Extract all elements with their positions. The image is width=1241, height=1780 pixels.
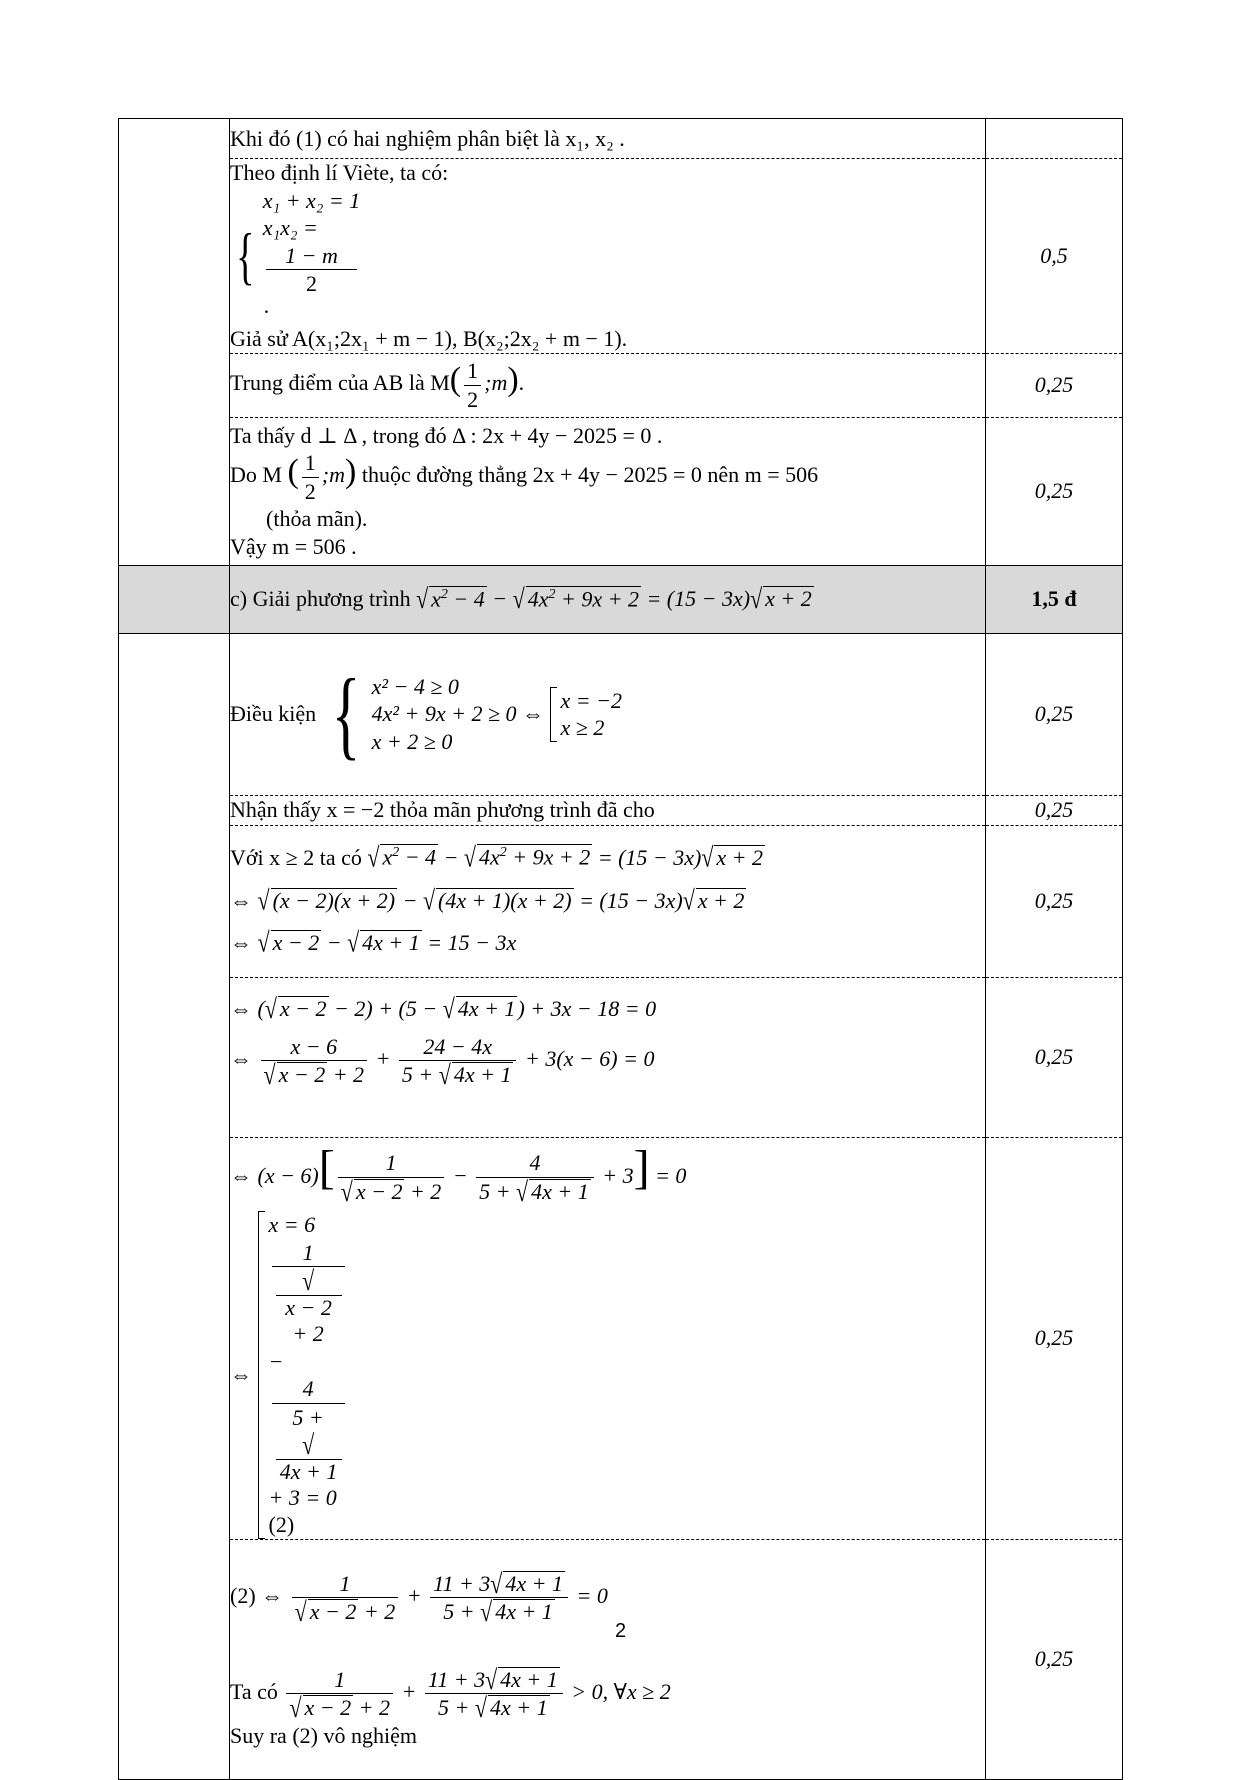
midpoint-line: Trung điểm của AB là M( $\frac{1}{2}$ ;m). [230, 358, 525, 412]
blank-cell [119, 565, 230, 633]
midpoint-post: ;m [484, 370, 508, 396]
content-cell [230, 825, 986, 977]
belongs-pre: Do M [230, 462, 282, 488]
table-row [119, 633, 1123, 795]
blank-cell [119, 159, 230, 354]
content-cell [230, 417, 986, 565]
blank-cell [119, 1137, 230, 1539]
score-cell: 0,25 [986, 795, 1123, 825]
viete-eq2-num: 1 − m [285, 242, 338, 268]
blank-cell [119, 825, 230, 977]
row1-text: Khi đó (1) có hai nghiệm phân biệt là x₁, x₂ . [230, 125, 625, 151]
equation-title: c) Giải phương trình √ $x^2 - 4$ − √ $4x^2 + 9x + 2 = (15 - 3x)√$ x + 2 [230, 583, 812, 615]
table-row [119, 1539, 1123, 1779]
step-1: Với x ≥ 2 ta có √ $x^2 - 4$ − √ $4x^2 + 9x + 2 = (15 - 3x)√$ x + 2 [230, 841, 764, 873]
step-8: (2) ⇔ $\frac{1}{√ x - 2 + 2}$ + $\frac{11 + 3√ 4x + 1}{5 + √ 4x + 1}$ = 0 [230, 1567, 608, 1628]
perp-line: Ta thấy d ⊥ Δ , trong đó Δ : 2x + 4y − 2025 = 0 . [230, 422, 663, 448]
belongs-tail: thuộc đường thẳng 2x + 4y − 2025 = 0 nên m = 506 [361, 462, 819, 488]
page-number: 2 [614, 1620, 627, 1642]
step-6: ⇔ (x − 6)[ $\frac{1}{√ x - 2 + 2}$ − $\frac{4}{5 + √ 4x + 1}$ + 3] = 0 [230, 1140, 687, 1208]
score-cell: 0,25 [986, 1137, 1123, 1539]
viete-intro: Theo định lí Viète, ta có: [230, 160, 449, 185]
content-cell [230, 353, 986, 417]
condition-label: Điều kiện [230, 701, 317, 727]
conclude-m: Vậy m = 506 . [230, 533, 357, 559]
content-cell [230, 633, 986, 795]
step-4: ⇔ (√ x − 2 − 2) + (5 − √ 4x + 1) + 3x − 18 = 0 [230, 993, 657, 1025]
viete-eq2-left: x₁x₂ = [262, 215, 318, 240]
conclusion: Suy ra (2) vô nghiệm [230, 1722, 417, 1748]
step-7: ⇔ x = 6 1 √ x − 2 + 2 − 4 5 + √ 4x + 1 + 3 = 0 (2) [230, 1212, 348, 1538]
score-cell: 0,25 [986, 1539, 1123, 1779]
content-cell [230, 119, 986, 159]
table-row [119, 795, 1123, 825]
assume-text: Giả sử A(x₁;2x₁ + m − 1), B(x₂;2x₂ + m − 1). [230, 326, 628, 351]
blank-cell [119, 353, 230, 417]
score-cell: 0,25 [986, 417, 1123, 565]
content-cell [230, 159, 986, 354]
table-row [119, 119, 1123, 159]
table-row [119, 977, 1123, 1137]
section-header-row [119, 565, 1123, 633]
eq-ref-2: (2) [268, 1512, 295, 1538]
blank-cell [119, 119, 230, 159]
solution-table [118, 118, 1123, 1780]
table-row [119, 1137, 1123, 1539]
content-cell [230, 795, 986, 825]
midpoint-pre: Trung điểm của AB là M [230, 370, 450, 396]
step-3: ⇔ √ x − 2 − √ 4x + 1 = 15 − 3x [230, 927, 517, 959]
content-cell [230, 1137, 986, 1539]
content-cell [230, 565, 986, 633]
belongs-post: ;m [321, 462, 345, 488]
score-cell: 0,25 [986, 353, 1123, 417]
satisfy-text: (thỏa mãn). [266, 506, 368, 532]
belongs-den: 2 [302, 477, 319, 506]
score-cell: 0,5 [986, 159, 1123, 354]
taco-label: Ta có [230, 1678, 278, 1704]
viete-eq2-den: 2 [266, 269, 358, 298]
eq-ref-2b: (2) [230, 1582, 256, 1608]
score-cell: 0,25 [986, 825, 1123, 977]
midpoint-num: 1 [467, 358, 479, 383]
step-5: ⇔ $\frac{x - 6}{√ x - 2 + 2}$ + $\frac{24 - 4x}{5 + √ 4x + 1}$ + 3(x − 6) = 0 [230, 1033, 655, 1091]
score-cell: 0,25 [986, 633, 1123, 795]
step-9: Ta có $\frac{1}{√ x - 2 + 2}$ + $\frac{11 + 3√ 4x + 1}{5 + √ 4x + 1}$ > 0, ∀x ≥ 2 [230, 1663, 671, 1724]
blank-cell [119, 795, 230, 825]
step1-pre: Với x ≥ 2 ta có [230, 844, 362, 870]
equation-label: c) Giải phương trình [230, 586, 411, 612]
table-row [119, 159, 1123, 354]
table-row [119, 825, 1123, 977]
positivity-cond: > 0, ∀x ≥ 2 [571, 1678, 671, 1704]
viete-eq1: x₁ + x₂ = 1 [262, 187, 361, 213]
belongs-line: Do M ( $\frac{1}{2}$ ;m) thuộc đường thẳng 2x + 4y − 2025 = 0 nên m = 506 [230, 450, 819, 504]
table-row [119, 353, 1123, 417]
blank-cell [119, 633, 230, 795]
condition-line: Điều kiện { x² − 4 ≥ 0 4x² + 9x + 2 ≥ 0 ⇔ x + 2 ≥ 0 x = −2 x ≥ 2 [230, 658, 623, 769]
content-cell [230, 977, 986, 1137]
condition-1: x² − 4 ≥ 0 [371, 673, 459, 699]
table-row [119, 417, 1123, 565]
midpoint-den: 2 [464, 385, 481, 414]
blank-cell [119, 417, 230, 565]
score-cell: 0,25 [986, 977, 1123, 1137]
score-cell: 1,5 đ [986, 565, 1123, 633]
viete-system: { x₁ + x₂ = 1 x₁x₂ = 1 − m 2 · [236, 187, 361, 324]
condition-3: x + 2 ≥ 0 [371, 728, 453, 754]
blank-cell [119, 977, 230, 1137]
content-cell [230, 1539, 986, 1779]
solution-2: x ≥ 2 [560, 715, 605, 740]
condition-2: 4x² + 9x + 2 ≥ 0 ⇔ [371, 701, 545, 727]
score-cell [986, 119, 1123, 159]
belongs-num: 1 [304, 450, 316, 476]
step-2: ⇔ √ (x − 2)(x + 2) − √ (4x + 1)(x + 2) = (15 − 3x)√ x + 2 [230, 884, 745, 916]
check-x-minus-2: Nhận thấy x = −2 thỏa mãn phương trình đã cho [230, 797, 655, 823]
solution-1: x = −2 [560, 687, 623, 713]
blank-cell [119, 1539, 230, 1779]
